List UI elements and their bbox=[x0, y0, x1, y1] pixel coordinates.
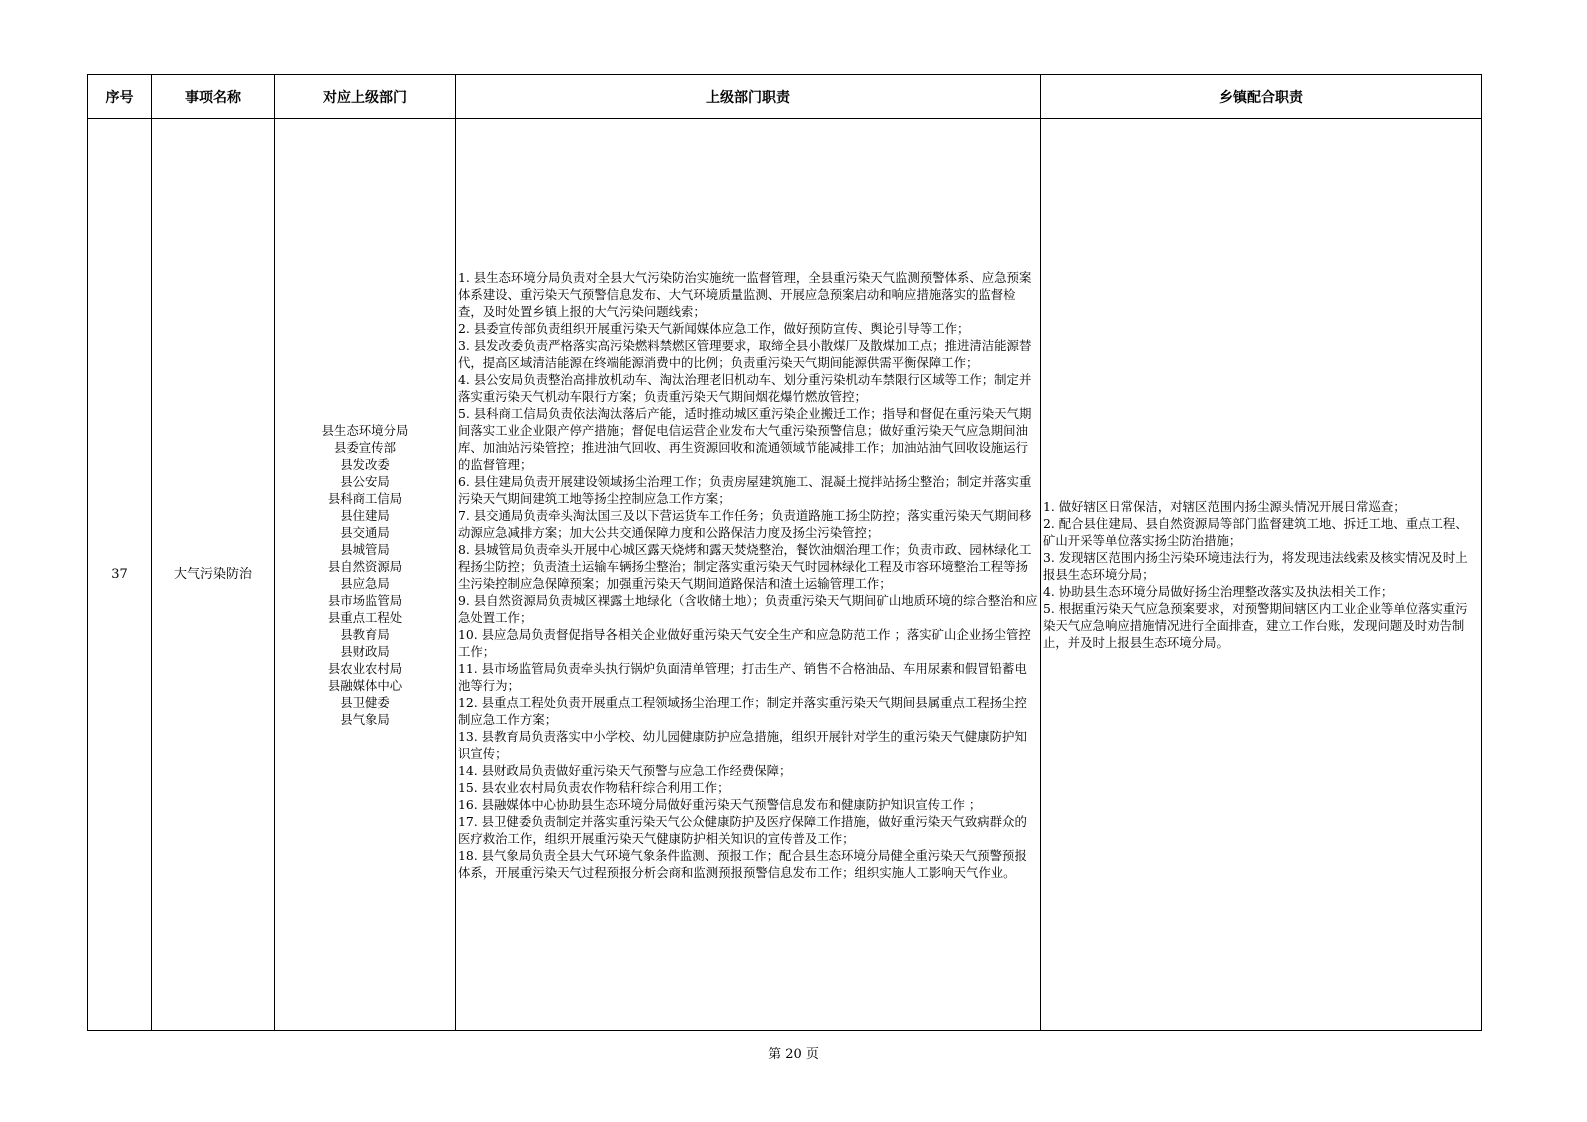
row-number: 37 bbox=[88, 119, 152, 1031]
duty-item: 1. 县生态环境分局负责对全县大气污染防治实施统一监督管理，全县重污染天气监测预警体系、应急预案体系建设、重污染天气预警信息发布、大气环境质量监测、开展应急预案启动和响应措施落实的监督检查，及时处置乡镇上报的大气污染问题线索； bbox=[458, 269, 1032, 319]
department-list bbox=[275, 119, 456, 1031]
duty-item: 8. 县城管局负责牵头开展中心城区露天烧烤和露天焚烧整治，餐饮油烟治理工作；负责市政、园林绿化工程扬尘防控；负责渣土运输车辆扬尘整治；制定落实重污染天气时园林绿化工程及市容环境整治工程等扬尘污染控制应急保障预案；加强重污染天气期间道路保洁和渣土运输管理工作； bbox=[458, 541, 1032, 591]
department-item: 县卫健委 bbox=[340, 694, 390, 710]
page-number: 第 20 页 bbox=[768, 1047, 819, 1062]
duty-item: 7. 县交通局负责牵头淘汰国三及以下营运货车工作任务；负责道路施工扬尘防控；落实重污染天气期间移动源应急减排方案；加大公共交通保障力度和公路保洁力度及扬尘污染管控； bbox=[458, 507, 1032, 540]
department-item: 县融媒体中心 bbox=[327, 677, 403, 693]
header-town-duties: 乡镇配合职责 bbox=[1041, 75, 1482, 119]
town-duty-item: 4. 协助县生态环境分局做好扬尘治理整改落实及执法相关工作； bbox=[1043, 584, 1394, 599]
duty-item: 15. 县农业农村局负责农作物秸秆综合利用工作； bbox=[458, 779, 730, 795]
town-duty-list bbox=[1041, 119, 1482, 1031]
department-item: 县交通局 bbox=[340, 524, 390, 540]
duty-item: 6. 县住建局负责开展建设领域扬尘治理工作；负责房屋建筑施工、混凝土搅拌站扬尘整治；制定并落实重污染天气期间建筑工地等扬尘控制应急工作方案； bbox=[458, 473, 1032, 506]
header-superior-duties: 上级部门职责 bbox=[456, 75, 1041, 119]
duty-item: 16. 县融媒体中心协助县生态环境分局做好重污染天气预警信息发布和健康防护知识宣传工作 ； bbox=[458, 796, 982, 812]
duty-item: 9. 县自然资源局负责城区裸露土地绿化（含收储土地）；负责重污染天气期间矿山地质环境的综合整治和应急处置工作； bbox=[458, 592, 1038, 625]
department-item: 县财政局 bbox=[340, 643, 390, 659]
duty-item: 14. 县财政局负责做好重污染天气预警与应急工作经费保障； bbox=[458, 762, 792, 778]
department-item: 县发改委 bbox=[340, 456, 390, 472]
duty-item: 10. 县应急局负责督促指导各相关企业做好重污染天气安全生产和应急防范工作 ；落实矿山企业扬尘管控工作； bbox=[458, 626, 1031, 659]
department-item: 县农业农村局 bbox=[327, 660, 403, 676]
duty-item: 17. 县卫健委负责制定并落实重污染天气公众健康防护及医疗保障工作措施，做好重污染天气致病群众的医疗救治工作，组织开展重污染天气健康防护相关知识的宣传普及工作； bbox=[458, 813, 1027, 846]
town-duty-item: 5. 根据重污染天气应急预案要求，对预警期间辖区内工业企业等单位落实重污染天气应急响应措施情况进行全面排查，建立工作台账，发现问题及时劝告制止，并及时上报县生态环境分局。 bbox=[1043, 601, 1468, 650]
duty-item: 11. 县市场监管局负责牵头执行锅炉负面清单管理；打击生产、销售不合格油品、车用尿素和假冒铅蓄电池等行为； bbox=[458, 660, 1027, 693]
header-row bbox=[88, 75, 1482, 119]
duty-item: 3. 县发改委负责严格落实高污染燃料禁燃区管理要求，取缔全县小散煤厂及散煤加工点；推进清洁能源替代，提高区域清洁能源在终端能源消费中的比例；负责重污染天气期间能源供需平衡保障工作； bbox=[458, 337, 1032, 370]
duty-item: 5. 县科商工信局负责依法淘汰落后产能，适时推动城区重污染企业搬迁工作；指导和督促在重污染天气期间落实工业企业限产停产措施；督促电信运营企业发布大气重污染预警信息；做好重污染天气应急期间油库、加油站污染管控；推进油气回收、再生资源回收和流通领域节能减排工作；加油站油气回收设施运行的监督管理； bbox=[458, 405, 1032, 472]
duty-table bbox=[87, 74, 1482, 1031]
department-item: 县重点工程处 bbox=[327, 609, 403, 625]
duty-item: 12. 县重点工程处负责开展重点工程领域扬尘治理工作；制定并落实重污染天气期间县属重点工程扬尘控制应急工作方案； bbox=[458, 694, 1027, 727]
duty-item: 2. 县委宣传部负责组织开展重污染天气新闻媒体应急工作，做好预防宣传、舆论引导等工作； bbox=[458, 320, 970, 336]
town-duty-item: 3. 发现辖区范围内扬尘污染环境违法行为，将发现违法线索及核实情况及时上报县生态环境分局； bbox=[1043, 550, 1468, 582]
duty-item: 18. 县气象局负责全县大气环境气象条件监测、预报工作；配合县生态环境分局健全重污染天气预警预报体系，开展重污染天气过程预报分析会商和监测预报预警信息发布工作；组织实施人工影响天气作业。 bbox=[458, 847, 1027, 880]
duty-item: 13. 县教育局负责落实中小学校、幼儿园健康防护应急措施，组织开展针对学生的重污染天气健康防护知识宣传； bbox=[458, 728, 1027, 761]
header-item-name: 事项名称 bbox=[152, 75, 275, 119]
department-item: 县科商工信局 bbox=[327, 490, 403, 506]
superior-duty-list bbox=[456, 119, 1041, 1031]
department-item: 县气象局 bbox=[340, 711, 390, 727]
department-item: 县委宣传部 bbox=[334, 439, 396, 455]
town-duty-item: 1. 做好辖区日常保洁，对辖区范围内扬尘源头情况开展日常巡查； bbox=[1043, 499, 1406, 514]
header-number: 序号 bbox=[88, 75, 152, 119]
table-row bbox=[88, 119, 1482, 1031]
department-item: 县市场监管局 bbox=[327, 592, 403, 608]
department-item: 县生态环境分局 bbox=[321, 422, 409, 438]
row-item-name: 大气污染防治 bbox=[152, 119, 275, 1031]
department-item: 县城管局 bbox=[340, 541, 390, 557]
header-departments: 对应上级部门 bbox=[275, 75, 456, 119]
department-item: 县自然资源局 bbox=[327, 558, 403, 574]
duty-item: 4. 县公安局负责整治高排放机动车、淘汰治理老旧机动车、划分重污染机动车禁限行区域等工作；制定并落实重污染天气机动车限行方案；负责重污染天气期间烟花爆竹燃放管控； bbox=[458, 371, 1032, 404]
department-item: 县教育局 bbox=[340, 626, 390, 642]
town-duty-item: 2. 配合县住建局、县自然资源局等部门监督建筑工地、拆迁工地、重点工程、矿山开采等单位落实扬尘防治措施； bbox=[1043, 516, 1468, 548]
department-item: 县住建局 bbox=[340, 507, 390, 523]
department-item: 县应急局 bbox=[340, 575, 390, 591]
department-item: 县公安局 bbox=[340, 473, 390, 489]
